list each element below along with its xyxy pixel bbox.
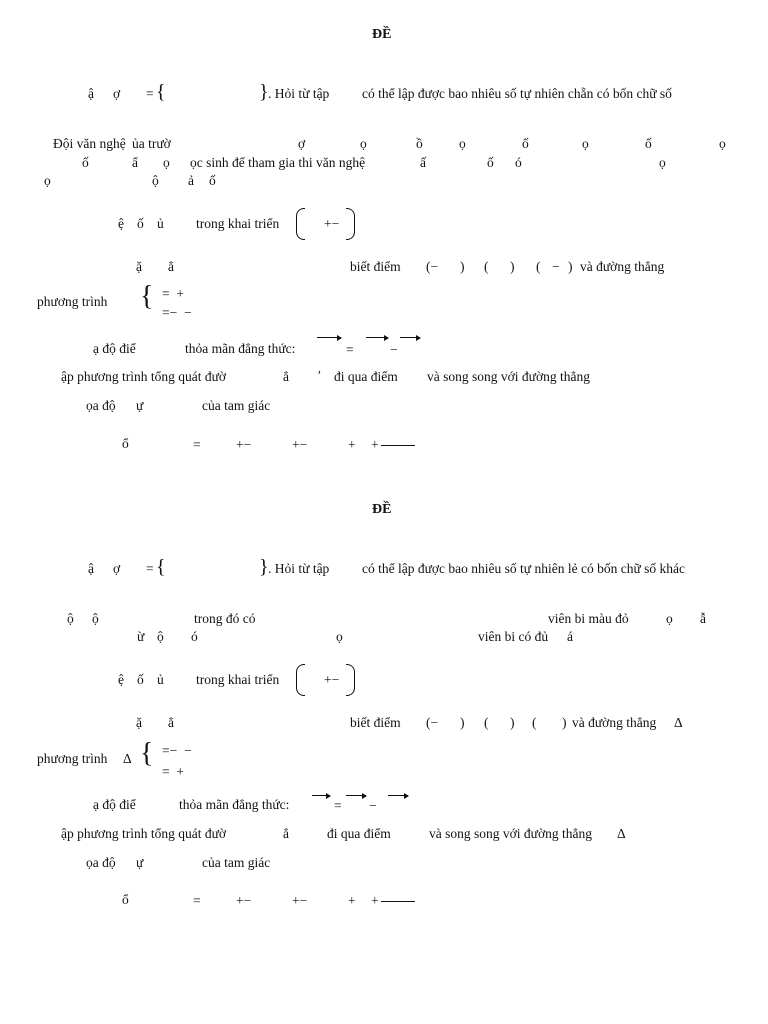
set-close-brace: }	[259, 556, 269, 578]
fraction-bar	[381, 445, 415, 446]
delta-symbol: Δ	[674, 715, 683, 730]
set-open-brace: {	[156, 81, 166, 103]
vector-arrow-icon	[312, 795, 330, 796]
system-brace-icon: {	[140, 738, 154, 769]
vector-arrow-icon	[346, 795, 366, 796]
fraction-bar	[381, 901, 415, 902]
right-paren-icon	[346, 208, 355, 240]
vector-arrow-icon	[388, 795, 408, 796]
document-page: ĐỀ ậ ợ = { } . Hỏi từ tập có thể lập được bao nhiêu số tự nhiên chẵn có bốn chữ số Đội văn nghệ ủa trườ ợ ọ ồ ọ ố ọ ố ọ ố ẩ ọ ọc sinh để tham gia thi văn nghệ ấ ố ó ọ ọ ộ ả ố ệ ố ủ trong khai triển +− ặ ẳ biết điểm (− ) ( ) ( − ) và đường thẳng phương trình { = + =− − ạ độ điể thỏa mãn đẳng thức: = − ập phương trình tổng quát đườ ẳ ′ đi qua điểm và song song với đường thẳng ọa độ ự của tam giác ổ = +− +− + + ĐỀ ậ ợ = { } . Hỏi từ tập có thể lập được bao nhiêu số tự nhiên lẻ có bốn chữ số khác ộ ộ trong đó có viên bi màu đỏ ọ ẫ ừ ộ ó ọ viên bi có đủ á ệ ố ủ trong khai triển +− ặ ẳ biết điểm (− ) ( ) ( ) và đường thẳng Δ phương trình Δ { =− − = + ạ độ điể thỏa mãn đẳng thức: = − ập phương trình tổng quát đườ ẳ đi qua điểm và song song với đường thẳng Δ ọa độ ự của tam giác ổ = +− +− + +	[37, 27, 726, 908]
vector-arrow-icon	[400, 337, 420, 338]
delta-symbol: Δ	[123, 751, 132, 766]
vector-arrow-icon	[366, 337, 388, 338]
delta-symbol: Δ	[617, 826, 626, 841]
left-paren-icon	[296, 208, 305, 240]
set-close-brace: }	[259, 81, 269, 103]
exam-title: ĐỀ	[372, 502, 392, 517]
vector-arrow-icon	[317, 337, 341, 338]
right-paren-icon	[346, 664, 355, 696]
left-paren-icon	[296, 664, 305, 696]
exam-title: ĐỀ	[372, 27, 392, 42]
set-open-brace: {	[156, 556, 166, 578]
system-brace-icon: {	[140, 281, 154, 312]
